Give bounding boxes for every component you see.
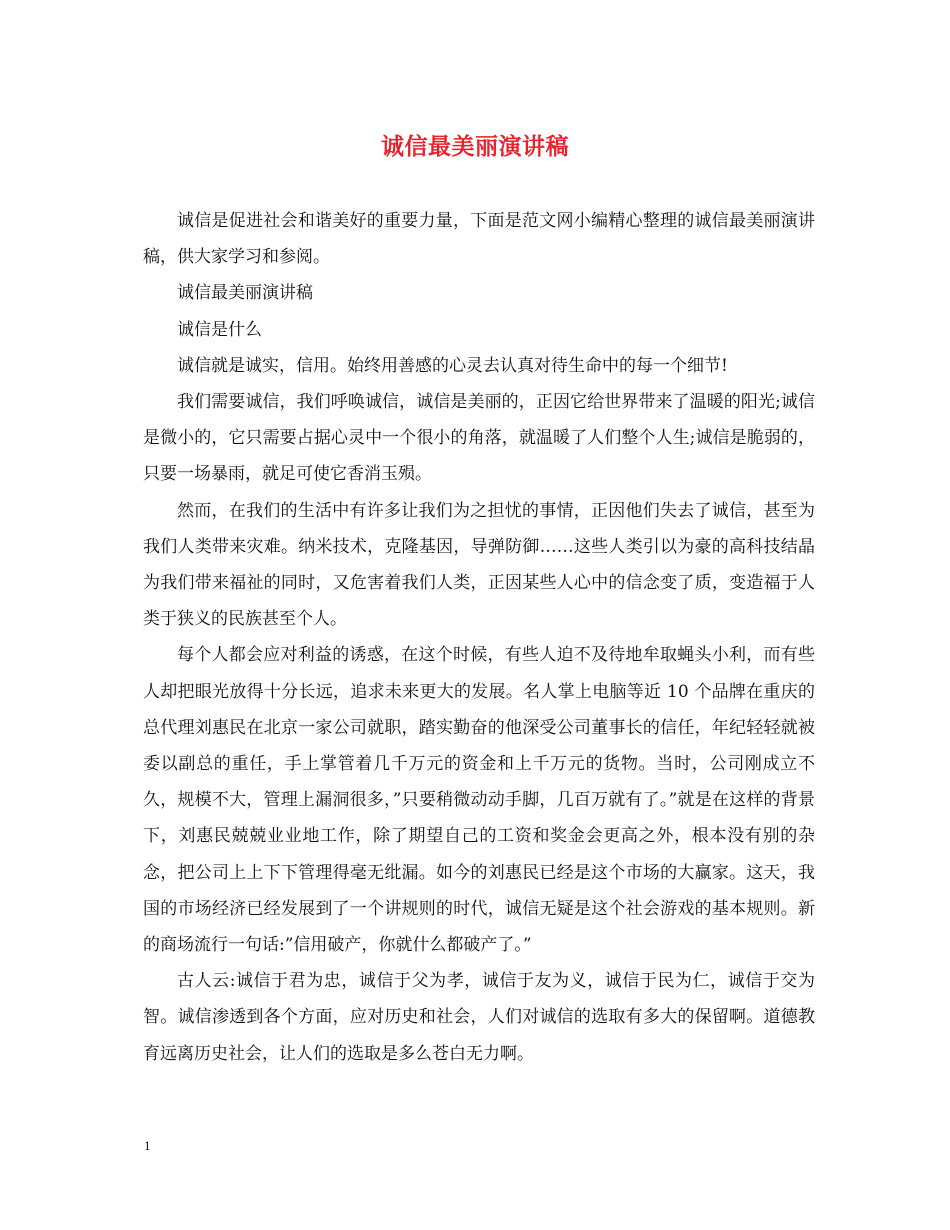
paragraph-intro: 诚信是促进社会和谐美好的重要力量，下面是范文网小编精心整理的诚信最美丽演讲稿，供大家学习和参阅。 bbox=[143, 211, 815, 268]
paragraph-definition: 诚信就是诚实，信用。始终用善感的心灵去认真对待生命中的每一个细节! bbox=[177, 355, 728, 376]
paragraph-question: 诚信是什么 bbox=[177, 319, 262, 340]
page-number: 1 bbox=[144, 1138, 151, 1153]
document-title: 诚信最美丽演讲稿 bbox=[381, 133, 569, 160]
document-body bbox=[143, 203, 815, 1072]
paragraph-example: 每个人都会应对利益的诱惑，在这个时候，有些人迫不及待地牟取蝇头小利，而有些人却把眼光放得十分长远，追求未来更大的发展。名人掌上电脑等近 10 个品牌在重庆的总代理刘惠民在北京一家公司就职，踏实勤奋的他深受公司董事长的信任，年纪轻轻就被委以副总的重任，手上掌管着几千万元的资金和上千万元的货物。当时，公司刚成立不久，规模不大，管理上漏洞很多，”只要稍微动动手脚，几百万就有了。”就是在这样的背景下，刘惠民兢兢业业地工作，除了期望自己的工资和奖金会更高之外，根本没有别的杂念，把公司上上下下管理得毫无纰漏。如今的刘惠民已经是这个市场的大赢家。这天，我国的市场经济已经发展到了一个讲规则的时代，诚信无疑是这个社会游戏的基本规则。新的商场流行一句话:”信用破产，你就什么都破产了。” bbox=[143, 645, 815, 956]
paragraph-need-integrity: 我们需要诚信，我们呼唤诚信，诚信是美丽的，正因它给世界带来了温暖的阳光;诚信是微小的，它只需要占据心灵中一个很小的角落，就温暖了人们整个人生;诚信是脆弱的，只要一场暴雨，就足可使它香消玉殒。 bbox=[143, 392, 815, 485]
paragraph-subtitle: 诚信最美丽演讲稿 bbox=[177, 283, 313, 304]
paragraph-concerns: 然而，在我们的生活中有许多让我们为之担忧的事情，正因他们失去了诚信，甚至为我们人类带来灾难。纳米技术，克隆基因，导弹防御……这些人类引以为豪的高科技结晶为我们带来福祉的同时，又危害着我们人类，正因某些人心中的信念变了质，变造福于人类于狭义的民族甚至个人。 bbox=[143, 500, 815, 630]
paragraph-ancients: 古人云:诚信于君为忠，诚信于父为孝，诚信于友为义，诚信于民为仁，诚信于交为智。诚信渗透到各个方面，应对历史和社会，人们对诚信的选取有多大的保留啊。道德教育远离历史社会，让人们的选取是多么苍白无力啊。 bbox=[143, 971, 815, 1064]
